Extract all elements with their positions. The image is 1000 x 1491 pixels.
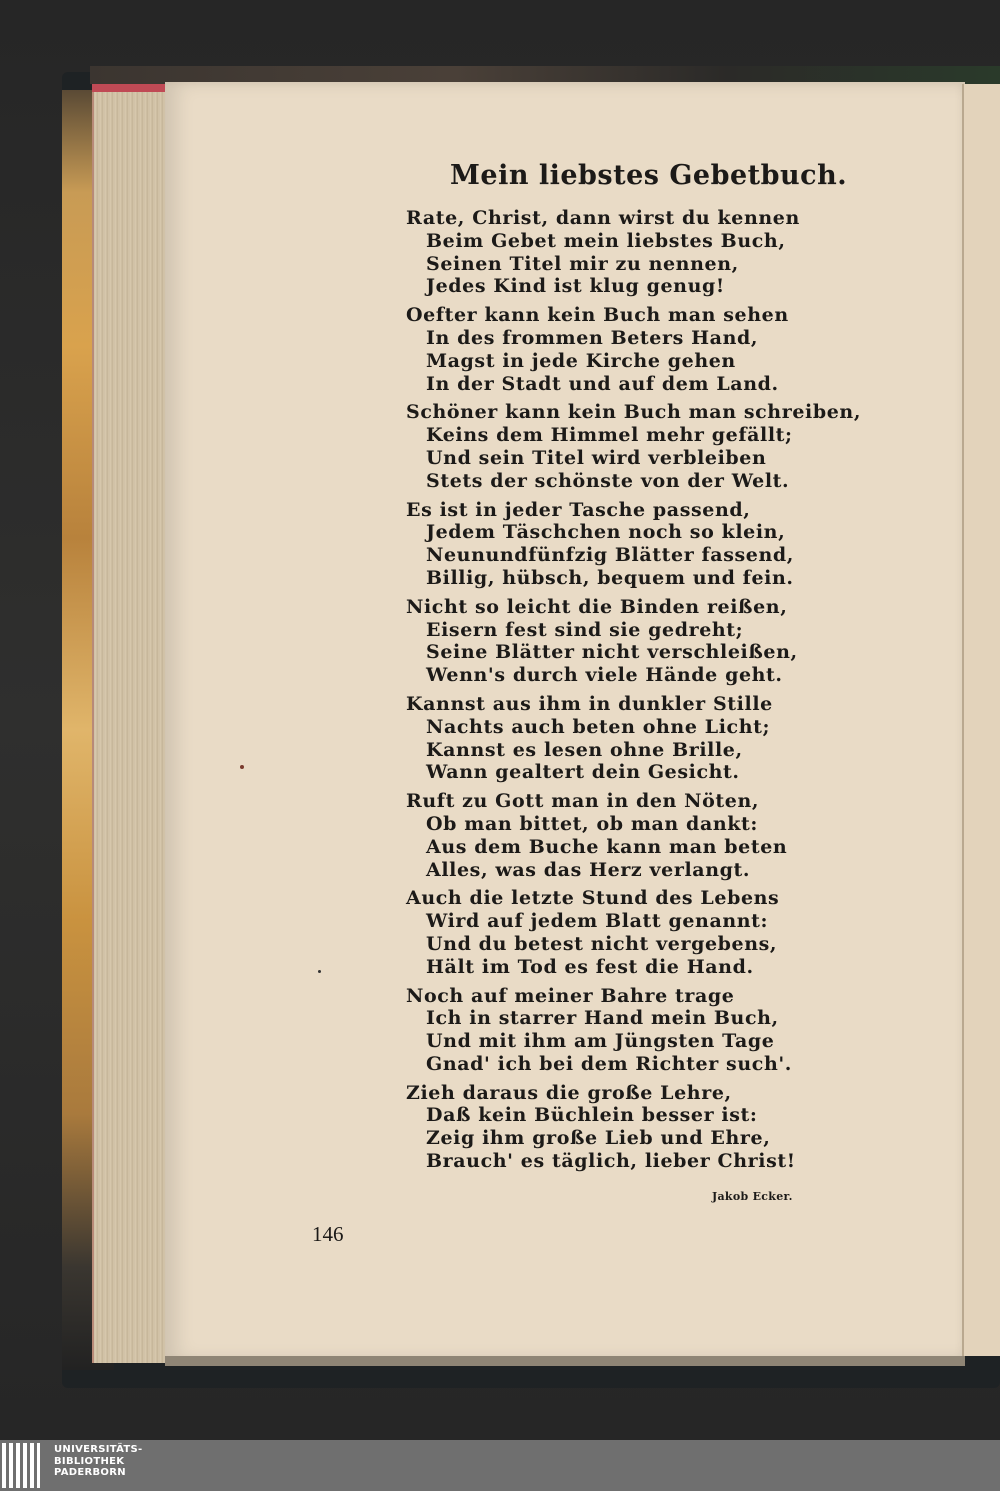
- poem-line: Brauch' es täglich, lieber Christ!: [426, 1150, 796, 1173]
- poem-line: Nachts auch beten ohne Licht;: [426, 715, 771, 738]
- poem-line: Daß kein Büchlein besser ist:: [426, 1104, 758, 1127]
- stanza: [406, 207, 826, 298]
- poem-stanzas: [406, 207, 862, 1173]
- poem-line: Gnad' ich bei dem Richter such'.: [426, 1052, 792, 1075]
- page-number: 146: [312, 1222, 344, 1246]
- poem-line: Auch die letzte Stund des Lebens: [406, 887, 780, 910]
- poem-line: Kannst aus ihm in dunkler Stille: [406, 692, 773, 715]
- stanza: [406, 693, 826, 784]
- red-page-edge: [92, 84, 172, 92]
- poem-line: Zieh daraus die große Lehre,: [406, 1081, 732, 1104]
- poem-line: Wann gealtert dein Gesicht.: [426, 761, 740, 784]
- ink-speck: [240, 765, 244, 769]
- page-edges: [92, 88, 174, 1363]
- poem-line: Schöner kann kein Buch man schreiben,: [406, 401, 862, 424]
- stanza: [406, 790, 826, 881]
- stanza: [406, 401, 862, 492]
- poem-line: Rate, Christ, dann wirst du kennen: [406, 207, 800, 229]
- stanza: [406, 596, 826, 687]
- poem-line: Beim Gebet mein liebstes Buch,: [426, 229, 786, 252]
- poem-title: Mein liebstes Gebetbuch.: [450, 160, 848, 191]
- poem-line: Seinen Titel mir zu nennen,: [426, 252, 739, 275]
- stanza: [406, 887, 826, 978]
- poem-line: Hält im Tod es fest die Hand.: [426, 955, 754, 978]
- footer-bar: [0, 1440, 1000, 1491]
- poem-line: Neunundfünfzig Blätter fassend,: [426, 544, 795, 567]
- poem-line: Aus dem Buche kann man beten: [426, 835, 788, 858]
- page-bottom-edge: [165, 1356, 965, 1366]
- logo-line: BIBLIOTHEK: [54, 1455, 125, 1467]
- stanza: [406, 985, 826, 1076]
- poem-line: Alles, was das Herz verlangt.: [426, 858, 751, 881]
- poem-line: Billig, hübsch, bequem und fein.: [426, 566, 794, 589]
- poem-line: Ruft zu Gott man in den Nöten,: [406, 790, 760, 813]
- stanza: [406, 304, 826, 395]
- poem-line: Magst in jede Kirche gehen: [426, 349, 736, 372]
- poem-line: Es ist in jeder Tasche passend,: [406, 498, 751, 521]
- poem-line: Jedes Kind ist klug genug!: [426, 275, 725, 298]
- library-logo-icon: [2, 1443, 46, 1488]
- poem-line: Stets der schönste von der Welt.: [426, 469, 790, 492]
- logo-line: UNIVERSITÄTS-: [54, 1444, 143, 1455]
- poem-line: Nicht so leicht die Binden reißen,: [406, 595, 788, 618]
- poem-author: Jakob Ecker.: [712, 1190, 793, 1203]
- poem-line: Eisern fest sind sie gedreht;: [426, 618, 744, 641]
- logo-line: PADERBORN: [54, 1467, 126, 1478]
- stanza: [406, 499, 826, 590]
- poem-line: Ich in starrer Hand mein Buch,: [426, 1007, 779, 1030]
- facing-page-edge: [962, 84, 1000, 1356]
- poem-line: Und du betest nicht vergebens,: [426, 932, 778, 955]
- library-logo-text: [54, 1444, 143, 1479]
- poem-line: Oefter kann kein Buch man sehen: [406, 304, 789, 327]
- poem-line: In der Stadt und auf dem Land.: [426, 372, 779, 395]
- poem-line: Kannst es lesen ohne Brille,: [426, 738, 743, 761]
- poem-line: Und sein Titel wird verbleiben: [426, 446, 767, 469]
- stanza: [406, 1082, 826, 1173]
- poem-line: Jedem Täschchen noch so klein,: [426, 521, 786, 544]
- poem-line: Und mit ihm am Jüngsten Tage: [426, 1030, 775, 1053]
- poem-line: Ob man bittet, ob man dankt:: [426, 812, 759, 835]
- poem-line: Wenn's durch viele Hände geht.: [426, 664, 783, 687]
- poem-line: Seine Blätter nicht verschleißen,: [426, 641, 798, 664]
- poem-line: Keins dem Himmel mehr gefällt;: [426, 424, 793, 447]
- ink-speck: [318, 970, 321, 973]
- poem-line: Wird auf jedem Blatt genannt:: [426, 910, 769, 933]
- poem-line: Zeig ihm große Lieb und Ehre,: [426, 1127, 771, 1150]
- poem-line: In des frommen Beters Hand,: [426, 326, 759, 349]
- poem-line: Noch auf meiner Bahre trage: [406, 984, 735, 1007]
- poem: [406, 160, 862, 1179]
